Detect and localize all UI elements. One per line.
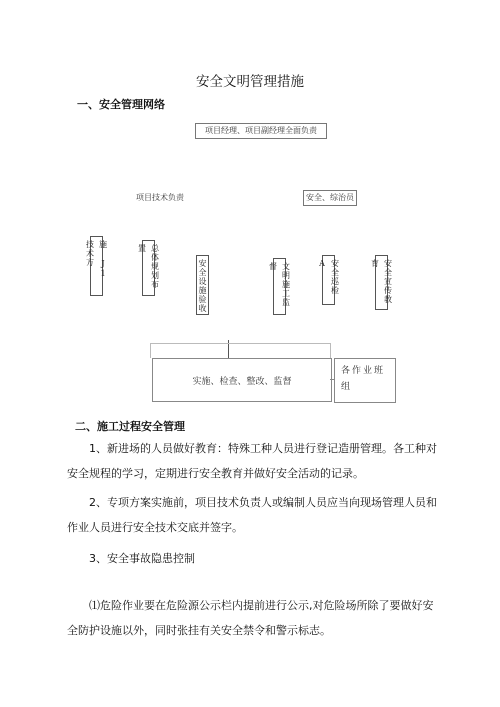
document-title: 安全文明管理措施 bbox=[196, 74, 304, 90]
org-role-safety-inspection: 安全巡检A bbox=[322, 255, 335, 305]
org-connector-line bbox=[330, 343, 331, 358]
section-heading-safety-network: 一、安全管理网络 bbox=[77, 98, 165, 111]
paragraph-technical-disclosure: 2、专项方案实施前，项目技术负责人或编制人员应当向现场管理人员和作业人员进行安全技术交底并签字。 bbox=[67, 496, 437, 534]
section-heading-process-safety: 二、施工过程安全管理 bbox=[75, 420, 185, 433]
org-label-tech-lead: 项目技术负责 bbox=[136, 193, 184, 202]
paragraph-hazard-control-heading: 3、安全事故隐患控制 bbox=[89, 552, 195, 565]
org-box-safety-officer: 安全、综治员 bbox=[303, 190, 357, 206]
org-role-facility-acceptance: 安全设施验收 bbox=[196, 255, 209, 315]
paragraph-dangerous-work: ⑴危险作业要在危险源公示栏内提前进行公示,对危险场所除了要做好安全防护设施以外，同时张挂有关安全禁令和警示标志。 bbox=[67, 599, 434, 637]
org-role-civilized-construction: 文明施工监督 bbox=[273, 258, 286, 315]
org-connector-line bbox=[150, 343, 330, 344]
org-box-project-manager: 项目经理、项目副经理全面负责 bbox=[195, 123, 327, 139]
org-role-layout-planning: 总体规划布置 bbox=[142, 240, 155, 296]
org-role-safety-education: 安全宣传教育 bbox=[375, 255, 388, 310]
org-role-technical-plan: 施 J1 技术方 bbox=[90, 236, 103, 296]
org-box-work-teams: 各作业班组 bbox=[334, 358, 396, 403]
org-connector-line bbox=[150, 343, 151, 358]
org-box-implementation: 实施、检查、整改、监督 bbox=[152, 358, 332, 402]
paragraph-personnel-education: 1、新进场的人员做好教育：特殊工种人员进行登记造册管理。各工种对安全规程的学习，定期进行安全教育并做好安全活动的记录。 bbox=[67, 442, 437, 480]
